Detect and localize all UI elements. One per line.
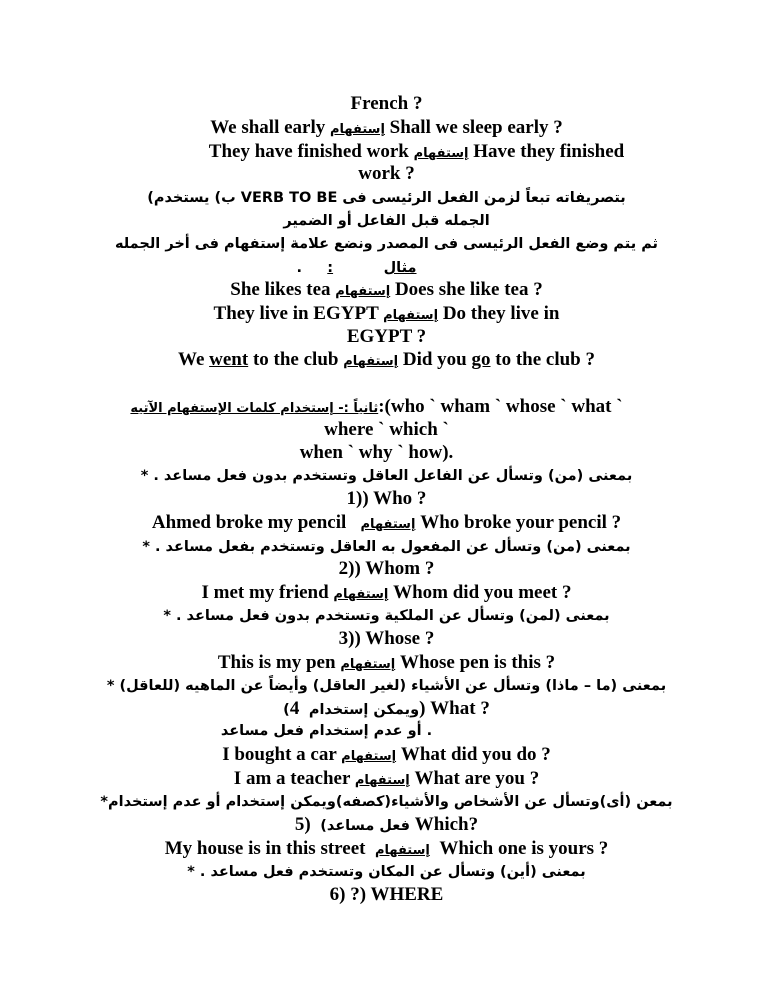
text: They live in EGYPT [213, 303, 379, 324]
text: Whom did you meet ? [393, 582, 572, 603]
question-word-label: إستفهام [330, 122, 385, 137]
line-whose-heading [0, 627, 773, 651]
question-word-label: إستفهام [413, 146, 469, 161]
text: My house is in this street [164, 838, 366, 859]
line-we-went [0, 348, 773, 374]
text: where ` which ` [324, 419, 449, 440]
line-when-why [0, 441, 763, 465]
text: (فعل مساعد [320, 818, 410, 834]
text: to the club [252, 349, 339, 370]
line-work [0, 162, 773, 186]
question-word-label: إستفهام [343, 354, 399, 369]
question-word-label: إستفهام [335, 284, 391, 299]
text: Did you [402, 349, 467, 370]
text: 5) [294, 814, 311, 835]
line-whom-heading [0, 557, 773, 581]
underlined-verb: go [471, 349, 491, 370]
text: Who broke your pencil ? [420, 512, 622, 533]
line-ar-rule-b [0, 186, 773, 210]
text: This is my pen [217, 652, 336, 673]
text: . [296, 260, 303, 276]
text: What ? [430, 698, 490, 719]
question-word-label: إستفهام [374, 843, 430, 858]
text: What are you ? [414, 768, 540, 789]
question-word-label: إستفهام [354, 773, 410, 788]
text: 1)) Who ? [346, 488, 427, 509]
line-she-likes [0, 278, 773, 304]
line-who-desc [0, 464, 773, 488]
text: :(who ` wham ` whose ` what ` [378, 396, 623, 417]
text: بتصريفاته تبعاً لزمن الفعل الرئيسى فى VERB TO BE ب) يستخدم) [147, 190, 626, 206]
text: Shall we sleep early ? [389, 117, 563, 138]
text: What did you do ? [400, 744, 551, 765]
line-ar-rule-b2 [0, 209, 773, 233]
text: French ? [350, 93, 423, 114]
line-french [0, 92, 773, 116]
question-word-label: إستفهام [360, 517, 416, 532]
line-example-label [0, 256, 743, 280]
text: I bought a car [222, 744, 337, 765]
line-i-bought [0, 743, 773, 769]
line-ar-rule-b3 [0, 232, 773, 256]
text: Whose pen is this ? [399, 652, 556, 673]
text: . أو عدم إستخدام فعل مساعد [220, 723, 433, 739]
text: to the club ? [495, 349, 595, 370]
example-heading: مثال [383, 260, 417, 276]
text: 2)) Whom ? [338, 558, 435, 579]
section-heading: ثانياً :- إستخدام كلمات الإستفهام الآتيه [130, 401, 379, 416]
text: بمعن (أى)وتسأل عن الأشخاص والأشياء(كصفه)ويمكن إستخدام أو عدم إستخدام* [100, 794, 673, 810]
text: 6) ?) WHERE [329, 884, 444, 905]
text: Ahmed broke my pencil [151, 512, 347, 533]
text: Which? [414, 814, 479, 835]
line-who-heading [0, 487, 773, 511]
underlined-verb: went [209, 349, 249, 370]
line-where-heading [0, 883, 773, 907]
line-which-heading [0, 813, 773, 838]
line-whose-desc [0, 604, 773, 628]
line-egypt [0, 325, 773, 349]
line-whom-desc [0, 535, 773, 559]
text: EGYPT ? [346, 326, 427, 347]
line-what-desc [0, 674, 773, 698]
line-which-desc [0, 790, 773, 814]
text: We [178, 349, 205, 370]
text: (ويمكن إستخدام [283, 702, 420, 718]
text: We shall early [210, 117, 326, 138]
text: بمعنى (لمن) وتسأل عن الملكية وتستخدم بدون فعل مساعد . * [163, 608, 610, 624]
line-what-desc2 [0, 719, 713, 743]
line-we-shall [0, 116, 773, 142]
text: بمعنى (من) وتسأل عن المفعول به العاقل وتستخدم بفعل مساعد . * [142, 539, 631, 555]
text: بمعنى (من) وتسأل عن الفاعل العاقل وتستخدم بدون فعل مساعد . * [140, 468, 633, 484]
text: work ? [358, 163, 415, 184]
text: Which one is yours ? [439, 838, 609, 859]
line-ahmed [0, 511, 773, 537]
question-word-label: إستفهام [341, 749, 397, 764]
question-word-label: إستفهام [333, 587, 389, 602]
text: الجمله قبل الفاعل أو الضمير [283, 213, 490, 229]
text: 3)) Whose ? [338, 628, 435, 649]
line-where-desc [0, 860, 773, 884]
text: when ` why ` how). [299, 442, 454, 463]
text: ثم يتم وضع الفعل الرئيسى فى المصدر ونضع علامة إستفهام فى أخر الجمله [114, 236, 659, 252]
line-where-which [0, 418, 773, 442]
question-word-label: إستفهام [383, 308, 439, 323]
text: I am a teacher [233, 768, 351, 789]
text: She likes tea [230, 279, 331, 300]
text: بمعنى (ما – ماذا) وتسأل عن الأشياء (لغير العاقل) وأيضاً عن الماهيه (للعاقل) * [106, 678, 667, 694]
text: Does she like tea ? [394, 279, 543, 300]
text: 4) [289, 698, 426, 719]
text: : [327, 260, 334, 276]
text: Have they finished [473, 141, 625, 162]
text: Do they live in [442, 303, 560, 324]
text: I met my friend [201, 582, 329, 603]
question-word-label: إستفهام [340, 657, 396, 672]
text: بمعنى (أين) وتسأل عن المكان وتستخدم فعل مساعد . * [187, 864, 586, 880]
text: They have finished work [208, 141, 409, 162]
